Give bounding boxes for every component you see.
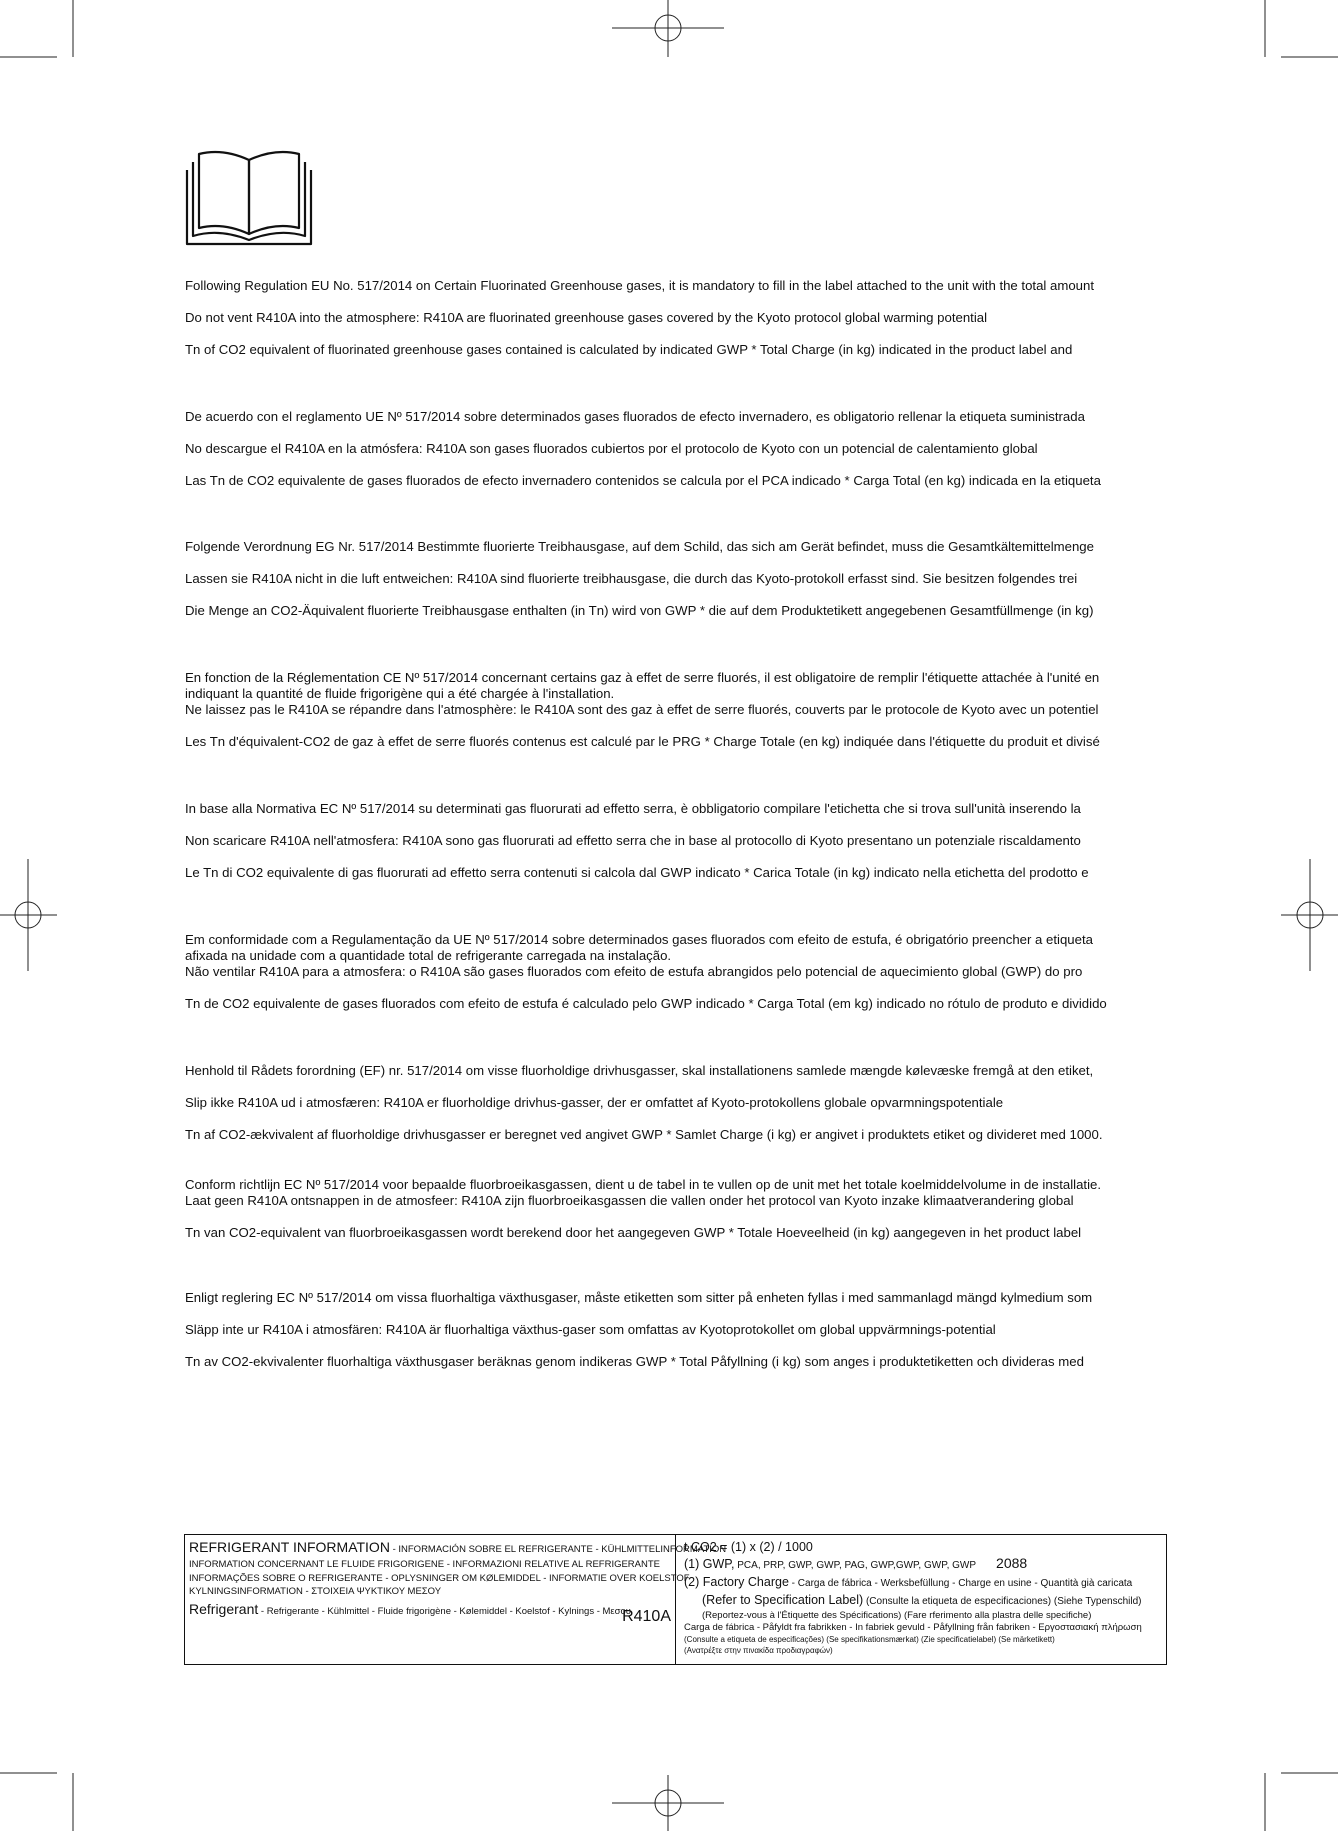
paragraph-line: [185, 980, 1169, 996]
paragraph-line: [185, 1306, 1169, 1322]
label-line-2: INFORMATION CONCERNANT LE FLUIDE FRIGORIGENE - INFORMAZIONI RELATIVE AL REFRIGERANTE: [189, 1559, 661, 1570]
label-title: REFRIGERANT INFORMATION - INFORMACIÓN SOBRE EL REFRIGERANTE - KÜHLMITTELINFORMATION: [189, 1539, 727, 1555]
label-line-3: INFORMAÇÕES SOBRE O REFRIGERANTE - OPLYSNINGER OM KØLEMIDDEL - INFORMATIE OVER KOELSTOF: [189, 1572, 690, 1584]
refrigerant-information-label: [184, 1534, 1167, 1665]
paragraph-line: [185, 1079, 1169, 1095]
paragraph-line: Conform richtlijn EC Nº 517/2014 voor bepaalde fluorbroeikasgassen, dient u de tabel in te vullen op de unit met het totale koelmiddelvolume in de installatie.: [185, 1177, 1102, 1192]
label-left-panel: [185, 1535, 727, 1664]
paragraph-line: De acuerdo con el reglamento UE Nº 517/2014 sobre determinados gases fluorados de efecto invernadero, es obligatorio rellenar la etiqueta suministrada: [185, 409, 1085, 424]
reportez-row: (Reportez-vous à l'Étiquette des Spécifications) (Fare rferimento alla plastra delle specifiche): [702, 1610, 1092, 1621]
paragraph-line: Tn of CO2 equivalent of fluorinated greenhouse gases contained is calculated by indicated GWP * Total Charge (in kg) indicated in the product label and: [185, 342, 1073, 357]
paragraph-line: Henhold til Rådets forordning (EF) nr. 517/2014 om visse fluorholdige drivhusgasser, skal installationens samlede mængde kølevæske fremgå at den etiket,: [185, 1063, 1094, 1078]
paragraph: [185, 1177, 1169, 1241]
paragraph-line: [185, 718, 1169, 734]
carga-row: Carga de fábrica - Påfyldt fra fabrikken - In fabriek gevuld - Påfyllning från fabriken - Εργοστασιακή πλήρωση: [684, 1622, 1142, 1633]
consulte-row: (Consulte a etiqueta de especificações) (Se specifikationsmærkat) (Zie specificatielabel) (Se märketikett): [684, 1635, 1055, 1644]
label-right-panel: [676, 1535, 1166, 1664]
paragraph-line: Tn av CO2-ekvivalenter fluorhaltiga växthusgaser beräknas genom indikeras GWP * Total Påfyllning (i kg) som anges i produktetiketten och divideras med: [185, 1354, 1084, 1369]
paragraph-line: [185, 425, 1169, 441]
paragraph-line: [185, 1209, 1169, 1225]
factory-charge-row: (2) Factory Charge - Carga de fábrica - Werksbefüllung - Charge en usine - Quantità già caricata: [684, 1575, 1133, 1589]
paragraph: [185, 932, 1169, 1012]
gwp-row: (1) GWP, PCA, PRP, GWP, GWP, PAG, GWP,GWP, GWP, GWP 2088: [684, 1555, 1028, 1571]
paragraph-line: [185, 587, 1169, 603]
paragraph-line: Em conformidade com a Regulamentação da UE Nº 517/2014 sobre determinados gases fluorados com efeito de estufa, é obrigatório preencher a etiqueta: [185, 932, 1093, 947]
paragraph-line: [185, 294, 1169, 310]
paragraph-line: In base alla Normativa EC Nº 517/2014 su determinati gas fluorurati ad effetto serra, è obbligatorio compilare l'etichetta che si trova sull'unità inserendo la: [185, 801, 1081, 816]
paragraph-line: Tn af CO2-ækvivalent af fluorholdige drivhusgasser er beregnet ved angivet GWP * Samlet Charge (i kg) er angivet i produktets etiket og divideret med 1000.: [185, 1127, 1103, 1142]
paragraph-line: [185, 1338, 1169, 1354]
paragraph-line: Lassen sie R410A nicht in die luft entweichen: R410A sind fluorierte treibhausgase, die durch das Kyoto-protokoll erfasst sind. Sie besitzen folgendes trei: [185, 571, 1078, 586]
paragraph-line: [185, 817, 1169, 833]
paragraph: [185, 1290, 1169, 1370]
paragraph-line: [185, 326, 1169, 342]
paragraph-line: Slip ikke R410A ud i atmosfæren: R410A er fluorholdige drivhus-gasser, der er omfattet af Kyoto-protokollens globale opvarmningspotentiale: [185, 1095, 1004, 1110]
paragraph-line: Les Tn d'équivalent-CO2 de gaz à effet de serre fluorés contenus est calculé par le PRG * Charge Totale (en kg) indiquée dans l'étiquette du produit et divisé: [185, 734, 1100, 749]
paragraph-line: Las Tn de CO2 equivalente de gases fluorados de efecto invernadero contenidos se calcula por el PCA indicado * Carga Total (en kg) indicada en la etiqueta: [185, 473, 1101, 488]
paragraph-line: indiquant la quantité de fluide frigorigène qui a été chargée à l'installation.: [185, 686, 615, 701]
paragraph-line: Tn van CO2-equivalent van fluorbroeikasgassen wordt berekend door het aangegeven GWP * Totale Hoeveelheid (in kg) aangegeven in het product label: [185, 1225, 1082, 1240]
refrigerant-type: R410A: [622, 1608, 671, 1625]
paragraph-line: [185, 555, 1169, 571]
paragraph-line: Släpp inte ur R410A i atmosfären: R410A är fluorhaltiga växthus-gaser som omfattas av Kyotoprotokollet om global uppvärmnings-potential: [185, 1322, 996, 1337]
paragraph-line: Enligt reglering EC Nº 517/2014 om vissa fluorhaltiga växthusgaser, måste etiketten som sitter på enheten fyllas i med sammanlagd mängd kylmedium som: [185, 1290, 1093, 1305]
paragraph-line: No descargue el R410A en la atmósfera: R410A son gases fluorados cubiertos por el protocolo de Kyoto con un potencial de calentamiento global: [185, 441, 1038, 456]
paragraph-line: Non scaricare R410A nell'atmosfera: R410A sono gas fluorurati ad effetto serra che in base al protocollo di Kyoto presentano un potenziale riscaldamento: [185, 833, 1081, 848]
paragraph: [185, 1063, 1169, 1143]
paragraph: [185, 539, 1169, 619]
paragraph-line: Tn de CO2 equivalente de gases fluorados com efeito de estufa é calculado pelo GWP indicado * Carga Total (em kg) indicado no rótulo de produto e dividido: [185, 996, 1107, 1011]
paragraph-line: afixada na unidade com a quantidade total de refrigerante carregada na instalação.: [185, 948, 672, 963]
paragraph-line: Folgende Verordnung EG Nr. 517/2014 Bestimmte fluorierte Treibhausgase, auf dem Schild, das sich am Gerät befindet, muss die Gesamtkältemittelmenge: [185, 539, 1094, 554]
greek-row: (Ανατρέξτε στην πινακίδα προδιαγραφών): [684, 1646, 833, 1655]
paragraph-line: [185, 849, 1169, 865]
paragraph-line: En fonction de la Réglementation CE Nº 517/2014 concernant certains gaz à effet de serre fluorés, il est obligatoire de remplir l'étiquette attachée à l'unité en: [185, 670, 1100, 685]
paragraph-line: Following Regulation EU No. 517/2014 on Certain Fluorinated Greenhouse gases, it is mandatory to fill in the label attached to the unit with the total amount: [185, 278, 1095, 293]
paragraph: [185, 670, 1169, 750]
co2-formula: t CO2 = (1) x (2) / 1000: [684, 1540, 813, 1554]
paragraph: [185, 801, 1169, 881]
paragraph-line: Não ventilar R410A para a atmosfera: o R410A são gases fluorados com efeito de estufa abrangidos pelo potencial de aquecimiento global (GWP) do pro: [185, 964, 1083, 979]
paragraph-line: Ne laissez pas le R410A se répandre dans l'atmosphère: le R410A sont des gaz à effet de serre fluorés, couverts par le protocole de Kyoto avec un potentiel: [185, 702, 1099, 717]
open-book-icon: [183, 148, 315, 248]
paragraph-line: Do not vent R410A into the atmosphere: R410A are fluorinated greenhouse gases covered by the Kyoto protocol global warming potential: [185, 310, 988, 325]
paragraph: [185, 278, 1169, 358]
paragraph: [185, 409, 1169, 489]
paragraph-line: [185, 457, 1169, 473]
label-line-4: KYLNINGSINFORMATION - ΣΤΟΙΧΕΙΑ ΨΥΚΤΙΚΟΥ ΜΕΣΟΥ: [189, 1586, 442, 1597]
paragraph-line: [185, 1111, 1169, 1127]
refer-spec-row: (Refer to Specification Label) (Consulte la etiqueta de especificaciones) (Siehe Typenschild): [702, 1593, 1142, 1607]
gwp-value: 2088: [996, 1555, 1028, 1571]
paragraph-line: Laat geen R410A ontsnappen in de atmosfeer: R410A zijn fluorbroeikasgassen die vallen onder het protocol van Kyoto inzake klimaatverandering global: [185, 1193, 1074, 1208]
paragraph-line: Die Menge an CO2-Äquivalent fluorierte Treibhausgase enthalten (in Tn) wird von GWP * die auf dem Produktetikett angegebenen Gesamtfüllmenge (in kg): [185, 603, 1094, 618]
paragraph-line: Le Tn di CO2 equivalente di gas fluorurati ad effetto serra contenuti si calcola dal GWP indicato * Carica Totale (in kg) indicato nella etichetta del prodotto e: [185, 865, 1089, 880]
label-refrigerant-row: Refrigerant - Refrigerante - Kühlmittel - Fluide frigorigène - Kølemiddel - Koelstof - Kylnings - Μεσου: [189, 1600, 631, 1617]
